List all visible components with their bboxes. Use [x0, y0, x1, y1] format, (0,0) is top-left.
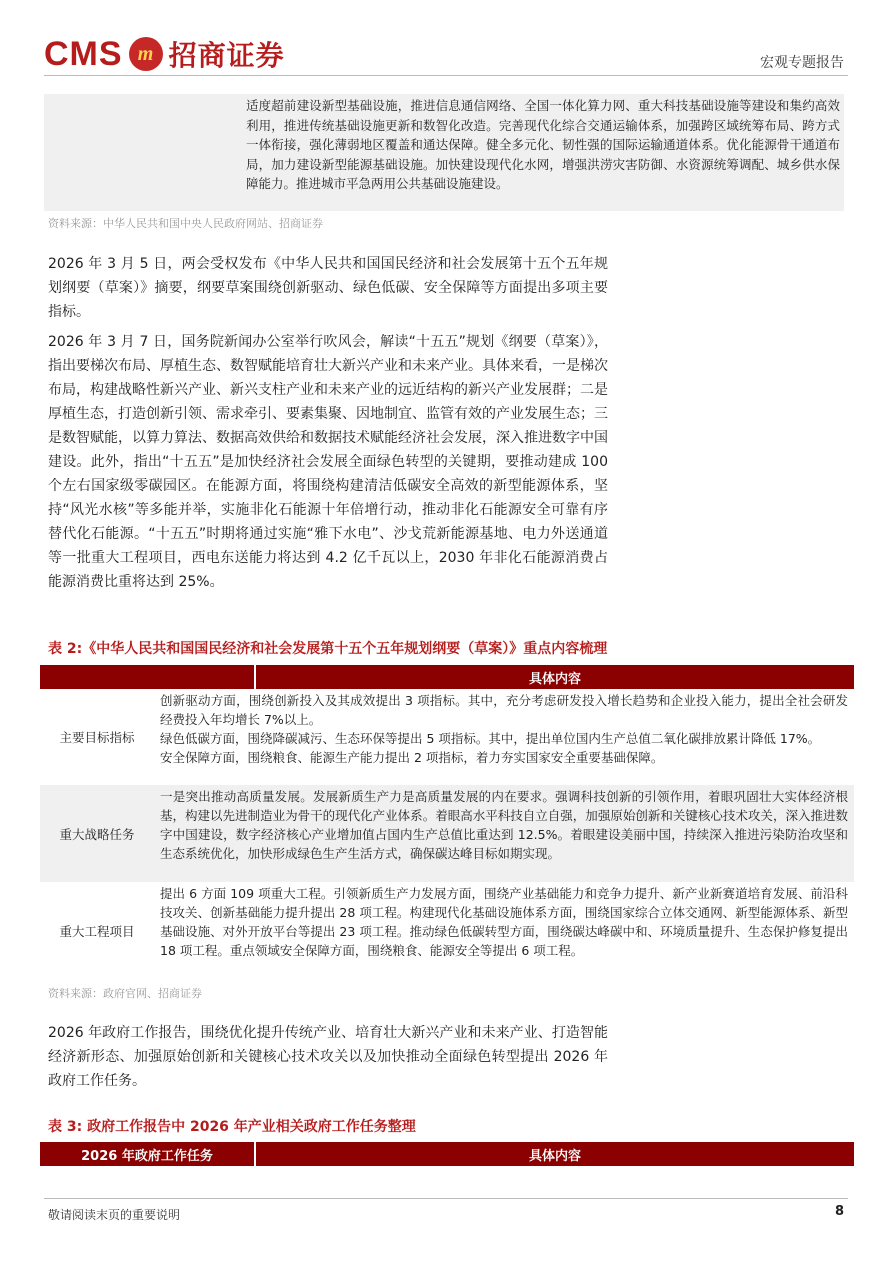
- page-number: 8: [834, 1204, 844, 1219]
- row-content: 提出 6 方面 109 项重大工程。引领新质生产力发展方面，围绕产业基础能力和竞争力提升、新产业新赛道培育发展、前沿科技攻关、创新基础能力提升提出 28 项工程。构建现代化基础设施体系方面，围绕国家综合立体交通网、新型能源体系、新型基础设施、对外开放平台等提出 23 项工程。推动绿色低碳转型方面，围绕碳达峰碳中和、环境质量提升、生态保护修复提出 18 项工程。重点领域安全保障方面，围绕粮食、能源安全等提出 6 项工程。: [160, 886, 848, 958]
- paragraph-1: 2026 年 3 月 5 日，两会受权发布《中华人民共和国国民经济和社会发展第十五个五年规划纲要（草案）》摘要，纲要草案围绕创新驱动、绿色低碳、安全保障等方面提出多项主要指标。: [48, 256, 608, 320]
- source-note-2: 资料来源：政府官网、招商证券: [48, 987, 202, 1000]
- table-2-col1-header: [40, 665, 254, 689]
- table-3-col2-header: 具体内容: [528, 1148, 581, 1164]
- paragraph-2: 2026 年 3 月 7 日，国务院新闻办公室举行吹风会，解读“十五五”规划《纲要（草案）》，指出要梯次布局、厚植生态、数智赋能培育壮大新兴产业和未来产业。具体来看，一是梯次布局，构建战略性新兴产业、新兴支柱产业和未来产业的远近结构的新兴产业发展群；二是厚植生态，打造创新引领、需求牵引、要素集聚、因地制宜、监管有效的产业发展生态；三是数智赋能，以算力算法、数据高效供给和数据技术赋能经济社会发展，深入推进数字中国建设。此外，指出“十五五”是加快经济社会发展全面绿色转型的关键期，要推动建成 100 个左右国家级零碳园区。在能源方面，将围绕构建清洁低碳安全高效的新型能源体系，坚持“风光水核”等多能并举，实施非化石能源十年倍增行动，推动非化石能源安全可靠有序替代化石能源。“十五五”时期将通过实施“雅下水电”、沙戈荒新能源基地、电力外送通道等一批重大工程项目，西电东送能力将达到 4.2 亿千瓦以上，2030 年非化石能源消费占能源消费比重将达到 25%。: [48, 334, 608, 590]
- table-2-col2-header: 具体内容: [528, 671, 581, 687]
- table-3-header: [40, 1142, 854, 1166]
- row-label: 重大工程项目: [59, 924, 135, 939]
- table-row: [40, 882, 854, 980]
- row-content: 一是突出推动高质量发展。发展新质生产力是高质量发展的内在要求。强调科技创新的引领作用，着眼巩固壮大实体经济根基，构建以先进制造业为骨干的现代化产业体系。着眼高水平科技自立自强，加强原始创新和关键核心技术攻关，深入推进数字中国建设，数字经济核心产业增加值占国内生产总值比重达到 12.5%。着眼建设美丽中国，持续深入推进污染防治攻坚和生态系统优化，加快形成绿色生产生活方式，确保碳达峰目标如期实现。: [160, 789, 848, 861]
- footer-divider: [44, 1198, 848, 1199]
- report-type: 宏观专题报告: [760, 55, 844, 71]
- logo-chinese-name: 招商证券: [168, 39, 285, 72]
- table-3-title: 表 3: 政府工作报告中 2026 年产业相关政府工作任务整理: [48, 1119, 416, 1135]
- table-row: [40, 689, 854, 785]
- company-logo: [44, 34, 285, 74]
- table-3-col1-header: 2026 年政府工作任务: [81, 1148, 213, 1164]
- paragraph-3: 2026 年政府工作报告，围绕优化提升传统产业、培育壮大新兴产业和未来产业、打造智能经济新形态、加强原始创新和关键核心技术攻关以及加快推动全面绿色转型提出 2026 年政府工作任务。: [48, 1025, 608, 1089]
- row-content: 创新驱动方面，围绕创新投入及其成效提出 3 项指标。其中，充分考虑研发投入增长趋势和企业投入能力，提出全社会研发经费投入年均增长 7%以上。 绿色低碳方面，围绕降碳减污、生态环保等提出 5 项指标。其中，提出单位国内生产总值二氧化碳排放累计降低 17%。 安全保障方面，围绕粮食、能源生产能力提出 2 项指标，着力夯实国家安全重要基础保障。: [160, 693, 848, 765]
- table-row: [40, 785, 854, 882]
- logo-mark-icon: m: [129, 37, 163, 71]
- source-note-1: 资料来源：中华人民共和国中央人民政府网站、招商证券: [48, 217, 323, 230]
- header-divider: [44, 75, 848, 76]
- row-label: 重大战略任务: [59, 826, 135, 842]
- table-2-title: 表 2:《中华人民共和国国民经济和社会发展第十五个五年规划纲要（草案）》重点内容梳理: [48, 641, 608, 657]
- continued-table-text: 适度超前建设新型基础设施，推进信息通信网络、全国一体化算力网、重大科技基础设施等建设和集约高效利用，推进传统基础设施更新和数智化改造。完善现代化综合交通运输体系，加强跨区域统筹布局、跨方式一体衔接，强化薄弱地区覆盖和通达保障。健全多元化、韧性强的国际运输通道体系。优化能源骨干通道布局，加力建设新型能源基础设施。加快建设现代化水网，增强洪涝灾害防御、水资源统筹调配、城乡供水保障能力。推进城市平急两用公共基础设施建设。: [246, 98, 840, 191]
- row-label: 主要目标指标: [59, 730, 135, 745]
- table-2-header: [40, 665, 854, 689]
- logo-text: CMS: [44, 34, 123, 73]
- footer-note: 敬请阅读末页的重要说明: [48, 1208, 181, 1222]
